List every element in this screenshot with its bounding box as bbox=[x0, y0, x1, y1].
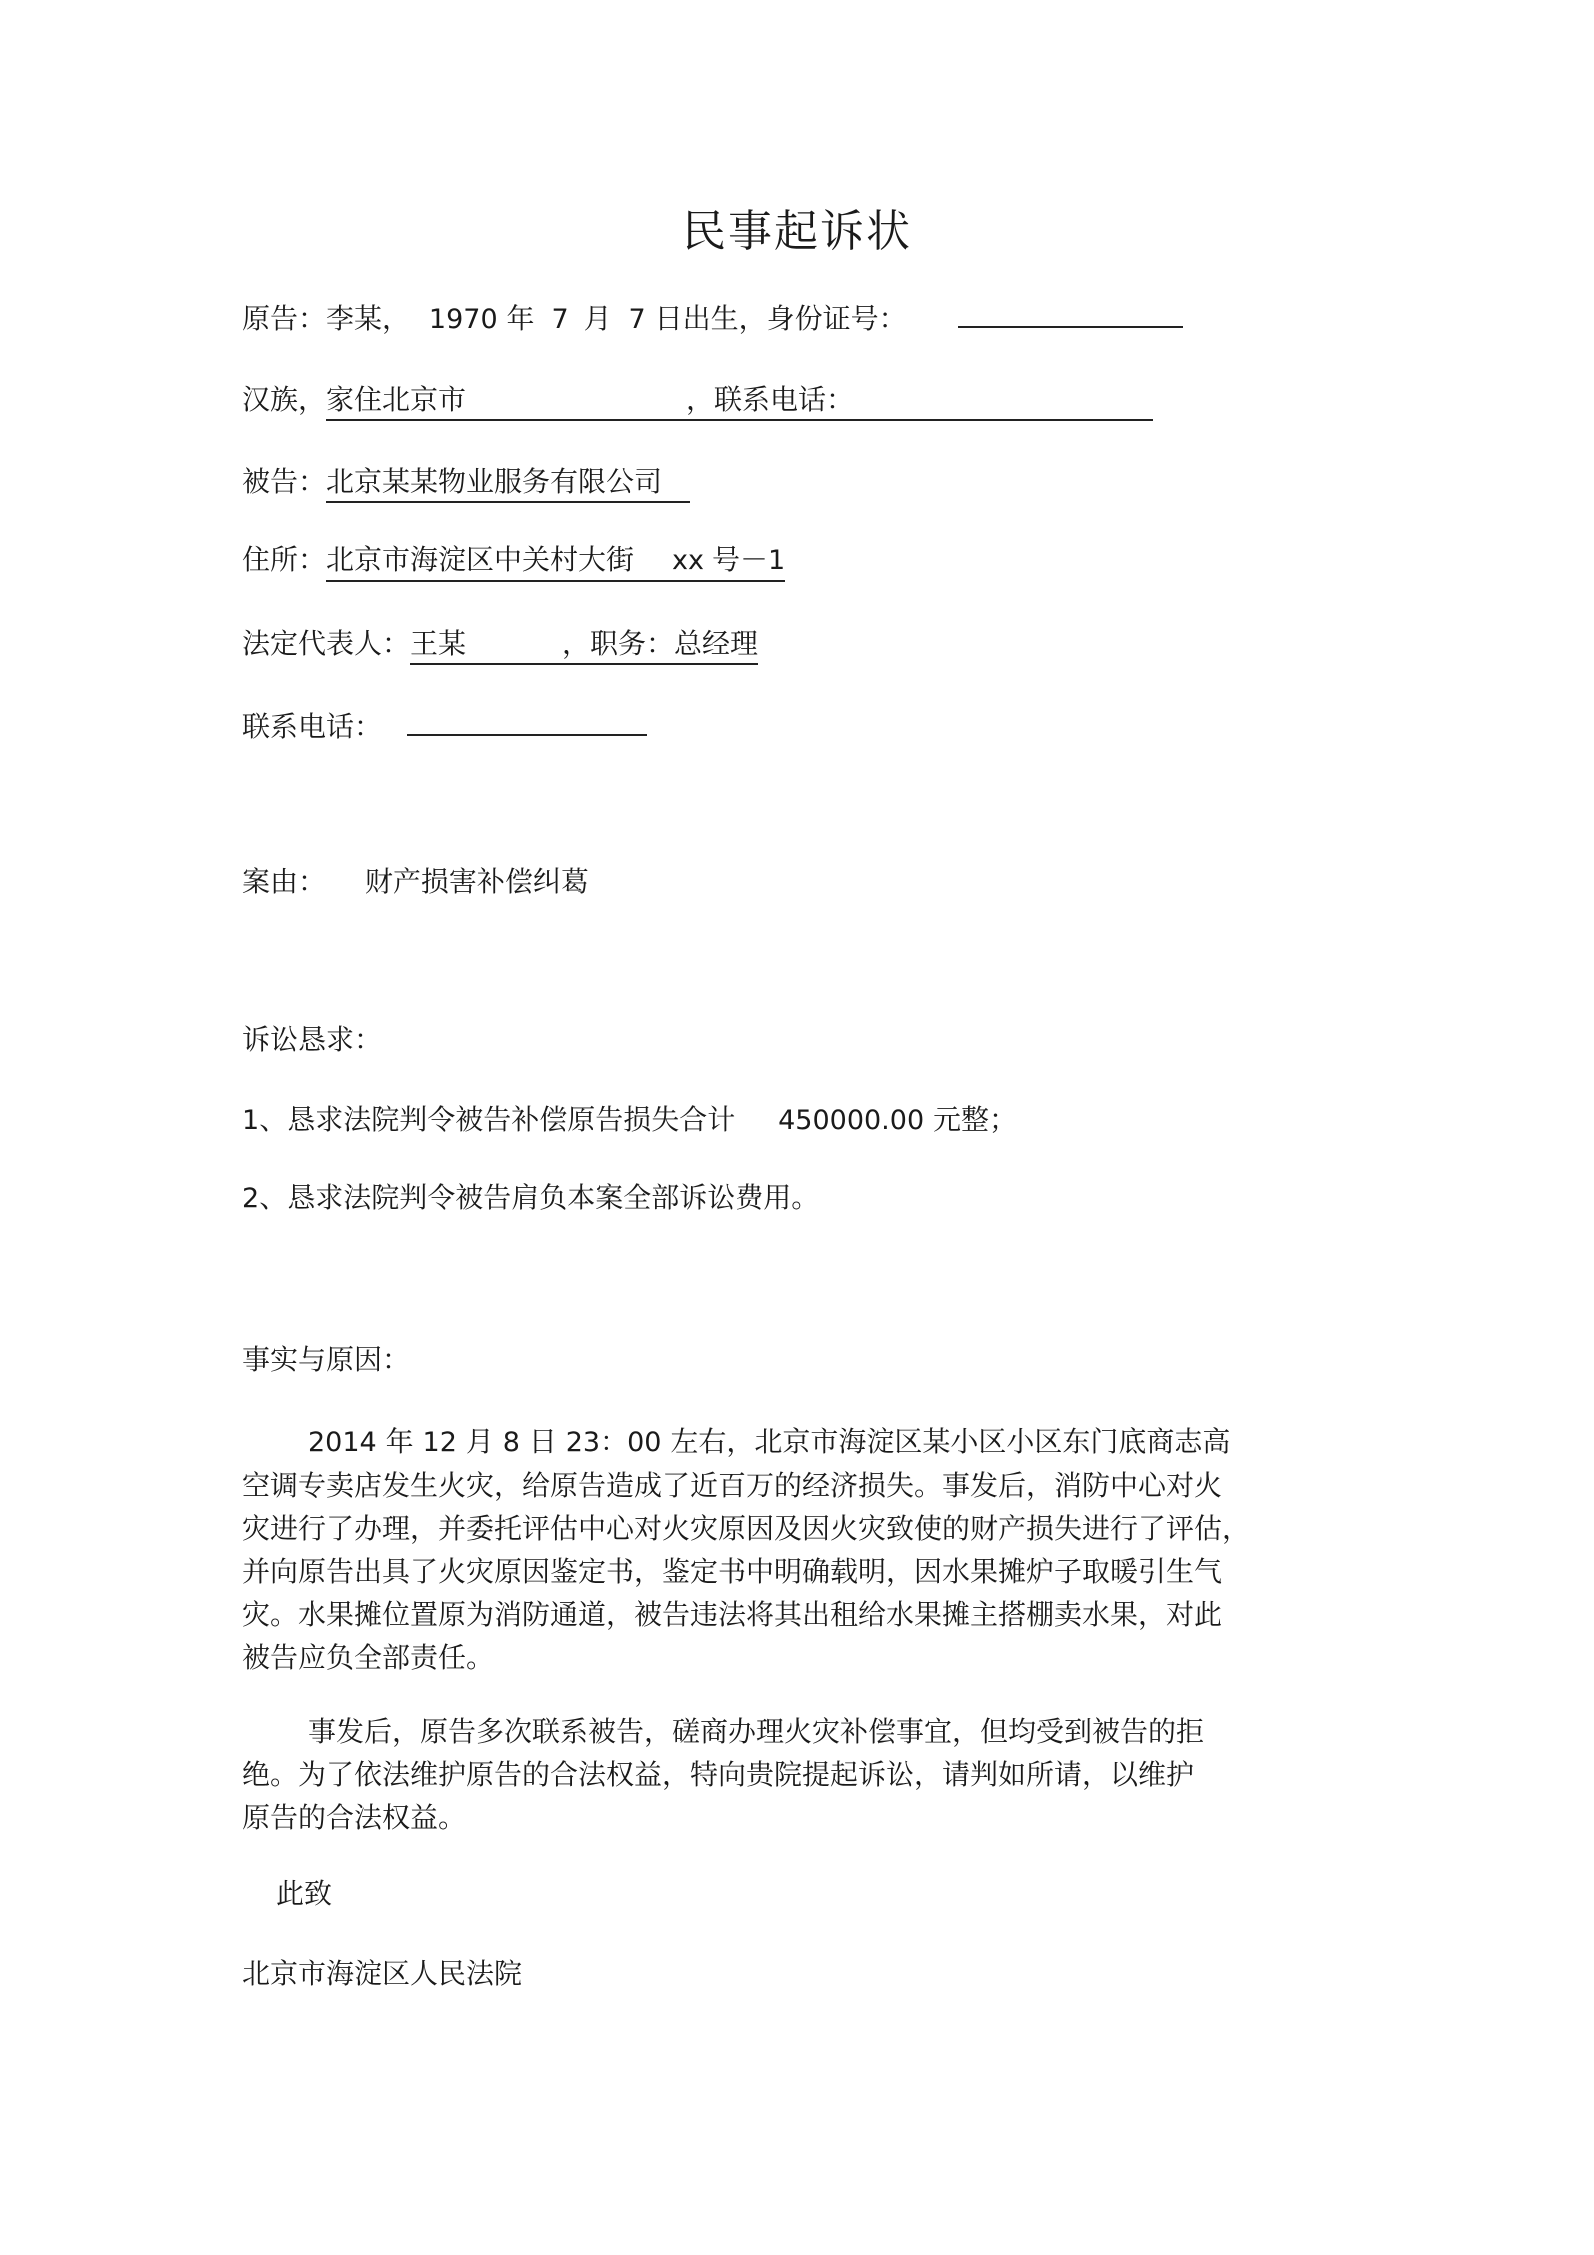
closing-salutation: 此致 bbox=[276, 1877, 333, 1910]
fact-month: 12 bbox=[422, 1427, 457, 1458]
claim-1-number: 1 bbox=[242, 1105, 260, 1136]
address-phone-underline bbox=[326, 383, 1153, 421]
fact-year: 2014 bbox=[308, 1427, 377, 1458]
plaintiff-month-suffix: 月 bbox=[583, 302, 612, 335]
id-number-blank bbox=[958, 296, 1183, 328]
plaintiff-birth-day: 7 bbox=[628, 304, 646, 335]
plaintiff-year-suffix: 年 bbox=[506, 302, 535, 335]
fact-year-suffix: 年 bbox=[385, 1425, 414, 1458]
defendant-label: 被告： bbox=[242, 465, 327, 498]
claim-1-text: 、恳求法院判令被告补偿原告损失合计 bbox=[259, 1103, 736, 1136]
claim-item-1 bbox=[242, 1100, 1017, 1141]
defendant-address: 北京市海淀区中关村大街 bbox=[326, 543, 635, 576]
facts-p2-line-3: 原告的合法权益。 bbox=[242, 1801, 467, 1834]
ethnicity-label: 汉族， bbox=[242, 383, 327, 416]
plaintiff-line bbox=[242, 296, 1183, 340]
position-value: 总经理 bbox=[674, 627, 759, 660]
fact-day: 8 bbox=[502, 1427, 520, 1458]
defendant-name: 北京某某物业服务有限公司 bbox=[326, 465, 690, 503]
facts-p1-line-5: 灾。水果摊位置原为消防通道，被告违法将其出租给水果摊主搭棚卖水果，对此 bbox=[242, 1598, 1223, 1631]
facts-p1-line-6: 被告应负全部责任。 bbox=[242, 1641, 495, 1674]
defendant-address-suffix: 号－ bbox=[712, 543, 769, 576]
phone-label: ，联系电话： bbox=[686, 383, 855, 416]
legal-rep-line bbox=[242, 624, 758, 665]
cause-value: 财产损害补偿纠葛 bbox=[364, 865, 589, 898]
defendant-phone-line bbox=[242, 704, 647, 747]
facts-paragraph-1 bbox=[242, 1420, 1342, 1679]
claim-1-amount: 450000.00 bbox=[778, 1105, 925, 1136]
facts-p1-line-3: 灾进行了办理，并委托评估中心对火灾原因及因火灾致使的财产损失进行了评估， bbox=[242, 1512, 1251, 1545]
claim-1-suffix: 元整； bbox=[933, 1103, 1018, 1136]
plaintiff-birth-year: 1970 bbox=[428, 304, 498, 335]
claims-heading: 诉讼恳求： bbox=[242, 1023, 383, 1056]
facts-p1-line-4: 并向原告出具了火灾原因鉴定书，鉴定书中明确载明，因水果摊炉子取暖引生气 bbox=[242, 1555, 1223, 1588]
closing-court: 北京市海淀区人民法院 bbox=[242, 1957, 523, 1990]
fact-month-suffix: 月 bbox=[465, 1425, 494, 1458]
cause-label: 案由： bbox=[242, 865, 327, 898]
defendant-line bbox=[242, 462, 690, 503]
plaintiff-birth-month: 7 bbox=[551, 304, 569, 335]
facts-p1-line-1-rest: 左右，北京市海淀区某小区小区东门底商志高 bbox=[670, 1425, 1231, 1458]
facts-p2-line-1: 事发后，原告多次联系被告，磋商办理火灾补偿事宜，但均受到被告的拒 bbox=[308, 1715, 1205, 1748]
document-title: 民事起诉状 bbox=[682, 206, 912, 257]
address-label: 家住北京市 bbox=[326, 383, 467, 416]
claim-2-text: 、恳求法院判令被告肩负本案全部诉讼费用。 bbox=[259, 1181, 820, 1214]
defendant-address-label: 住所： bbox=[242, 543, 327, 576]
defendant-phone-label: 联系电话： bbox=[242, 710, 383, 743]
fact-time: 23：00 bbox=[565, 1427, 662, 1458]
defendant-address-num: xx bbox=[672, 545, 704, 576]
defendant-address-unit: 1 bbox=[768, 545, 786, 576]
legal-rep-label: 法定代表人： bbox=[242, 627, 411, 660]
facts-p1-line-2: 空调专卖店发生火灾，给原告造成了近百万的经济损失。事发后，消防中心对火 bbox=[242, 1469, 1223, 1502]
legal-rep-name: 王某 bbox=[410, 627, 467, 660]
position-label: ，职务： bbox=[562, 627, 675, 660]
facts-p1-line-1 bbox=[242, 1420, 1342, 1464]
fact-day-suffix: 日 bbox=[528, 1425, 557, 1458]
facts-paragraph-2 bbox=[242, 1710, 1342, 1839]
legal-rep-underline bbox=[410, 627, 758, 665]
claim-2-number: 2 bbox=[242, 1183, 260, 1214]
defendant-phone-blank bbox=[407, 704, 647, 736]
plaintiff-address-line bbox=[242, 380, 1153, 421]
cause-line bbox=[242, 862, 589, 902]
plaintiff-day-suffix: 日出生，身份证号： bbox=[654, 302, 907, 335]
claim-item-2 bbox=[242, 1178, 819, 1219]
facts-p2-line-2: 绝。为了依法维护原告的合法权益，特向贵院提起诉讼，请判如所请，以维护 bbox=[242, 1758, 1195, 1791]
defendant-address-underline bbox=[326, 543, 785, 582]
defendant-address-line bbox=[242, 540, 785, 582]
facts-heading: 事实与原因： bbox=[242, 1343, 411, 1376]
plaintiff-label: 原告：李某， bbox=[242, 302, 411, 335]
